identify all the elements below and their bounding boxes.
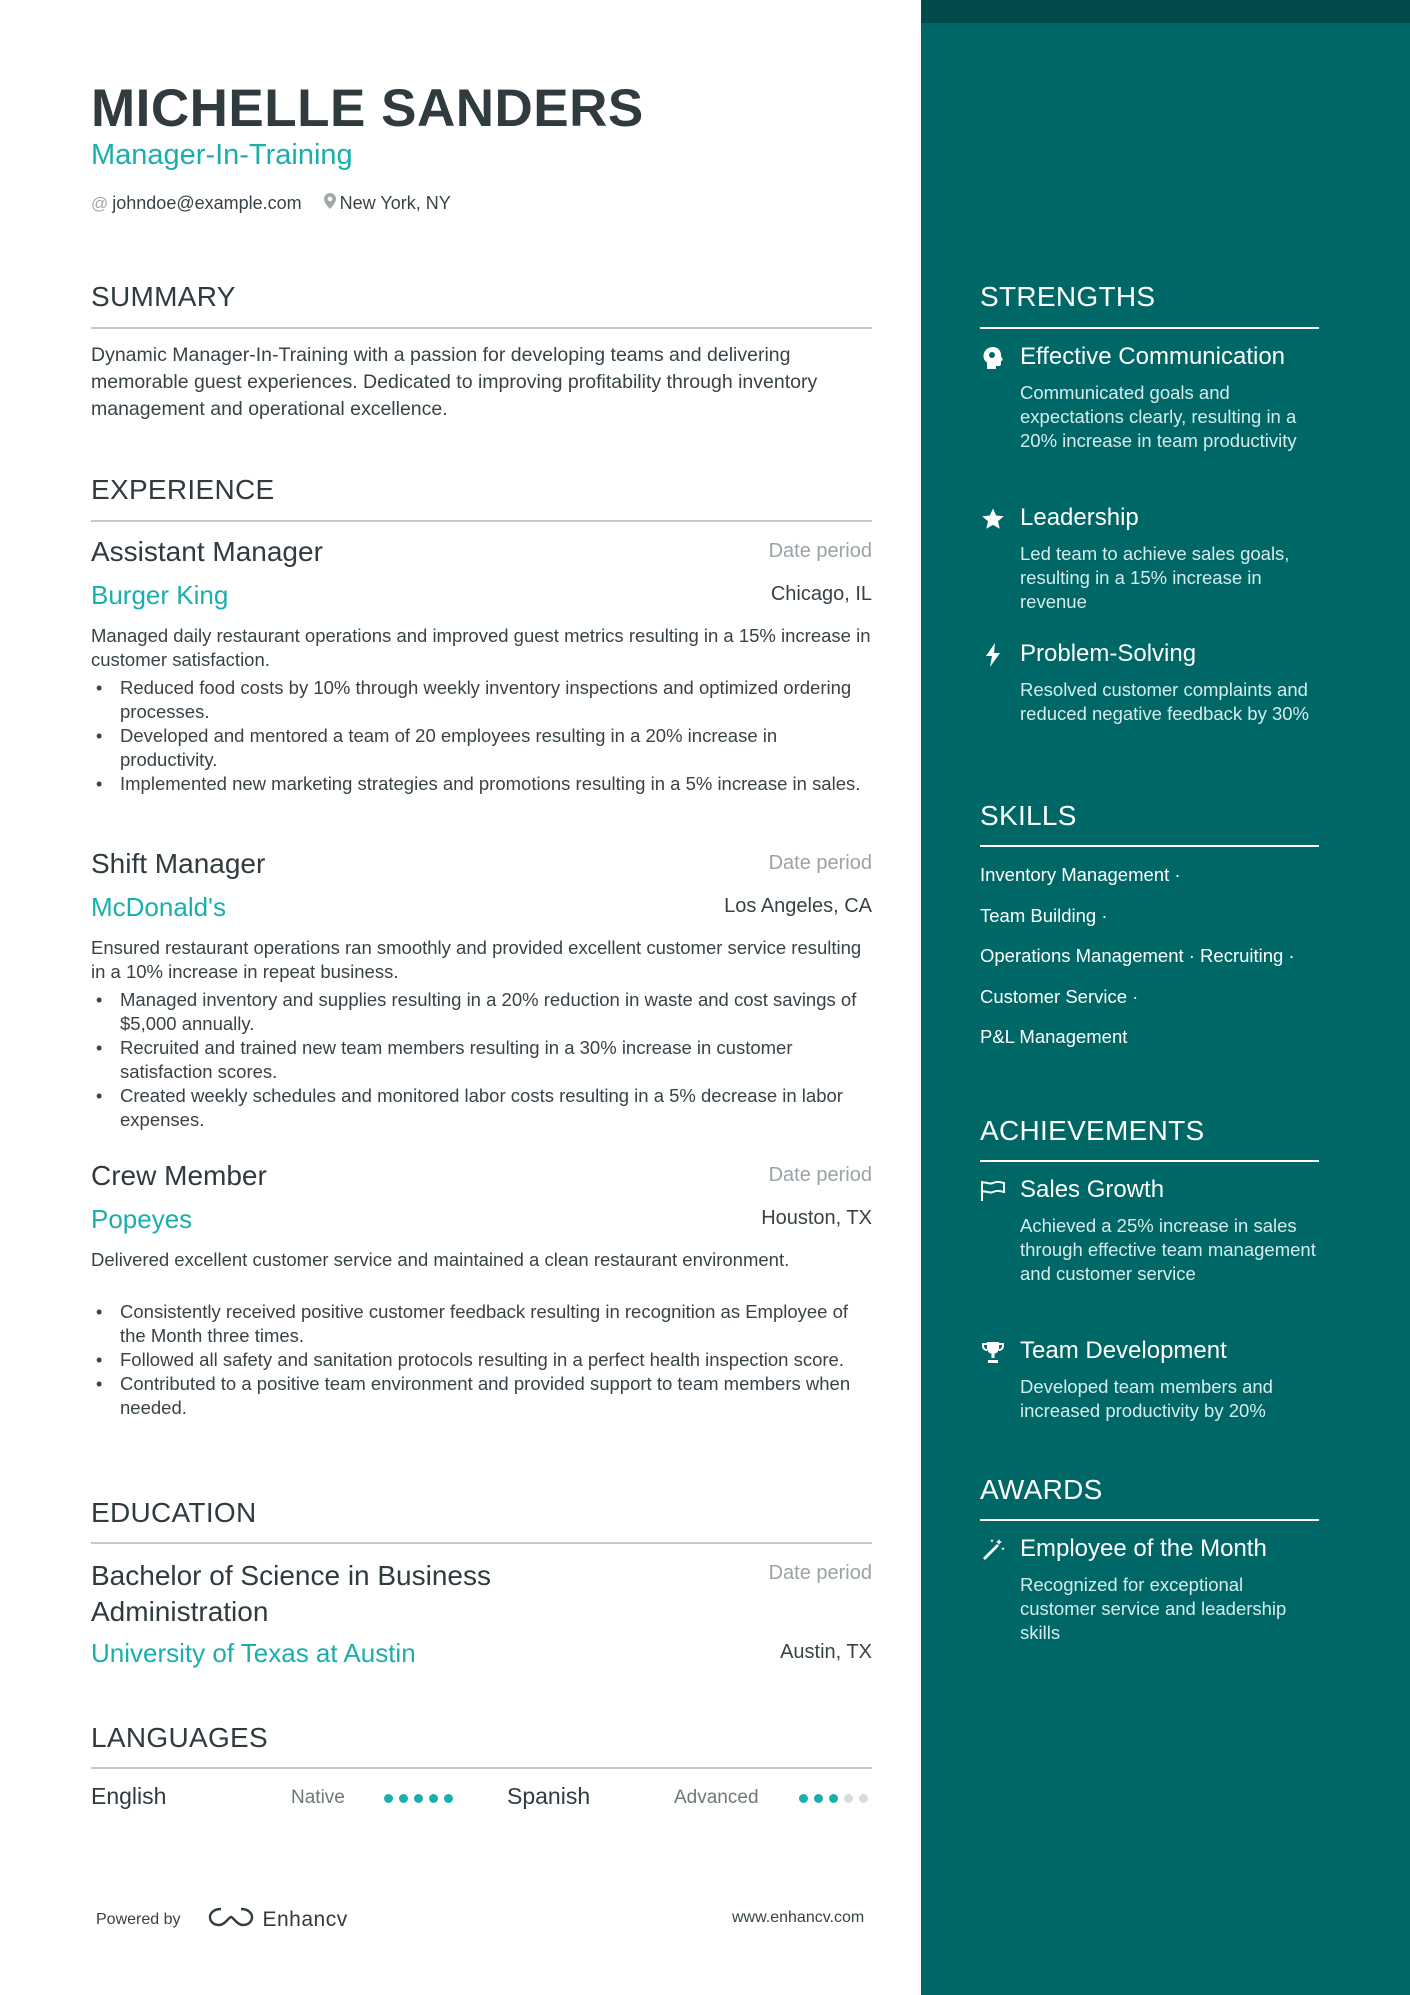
- skill-line: Inventory Management ·: [980, 864, 1181, 885]
- language-level: Advanced: [674, 1787, 759, 1808]
- experience-heading: EXPERIENCE: [91, 474, 275, 505]
- award-item: [980, 1535, 1320, 1645]
- proficiency-dot: [384, 1794, 393, 1803]
- at-icon: @: [91, 193, 109, 213]
- strength-body: Communicated goals and expectations clearly, resulting in a 20% increase in team productivity: [1020, 382, 1297, 451]
- skill-line: P&L Management: [980, 1026, 1128, 1047]
- job-bullets: [91, 1300, 872, 1420]
- experience-divider: [91, 520, 872, 522]
- achievement-title: Team Development: [1020, 1337, 1227, 1364]
- flag-icon: [980, 1178, 1006, 1204]
- job-description: Managed daily restaurant operations and improved guest metrics resulting in a 15% increase in customer satisfaction.: [91, 625, 871, 670]
- job-bullet: • Recruited and trained new team members resulting in a 30% increase in customer satisfaction scores.: [91, 1036, 872, 1084]
- proficiency-dot: [429, 1794, 438, 1803]
- candidate-name: MICHELLE SANDERS: [91, 79, 644, 138]
- job-bullet: • Consistently received positive customer feedback resulting in recognition as Employee of the Month three times.: [91, 1300, 872, 1348]
- skill-line: Team Building ·: [980, 904, 1108, 926]
- languages-row: [91, 1783, 872, 1813]
- enhancv-brand: Enhancv: [262, 1907, 348, 1931]
- achievement-item: [980, 1176, 1320, 1311]
- skills-list: [980, 863, 1360, 1066]
- strength-body: Led team to achieve sales goals, resulting in a 15% increase in revenue: [1020, 543, 1290, 612]
- job-bullet: • Created weekly schedules and monitored labor costs resulting in a 5% decrease in labor expenses.: [91, 1084, 872, 1132]
- job-entry: [91, 848, 872, 1138]
- job-bullet: • Managed inventory and supplies resulting in a 20% reduction in waste and cost savings of $5,000 annually.: [91, 988, 872, 1036]
- sidebar-top-band: [921, 0, 1410, 23]
- brain-icon: [980, 345, 1006, 371]
- education-date: Date period: [768, 1562, 872, 1584]
- award-title: Employee of the Month: [1020, 1535, 1267, 1562]
- strength-title: Problem-Solving: [1020, 640, 1197, 667]
- achievements-divider: [980, 1160, 1319, 1162]
- strength-item: [980, 504, 1320, 614]
- education-school: University of Texas at Austin: [91, 1638, 416, 1668]
- strengths-heading: STRENGTHS: [980, 281, 1156, 312]
- footer-url[interactable]: www.enhancv.com: [732, 1909, 865, 1926]
- languages-divider: [91, 1767, 872, 1769]
- proficiency-dot: [844, 1794, 853, 1803]
- achievement-body: Developed team members and increased productivity by 20%: [1020, 1376, 1273, 1421]
- magic-wand-icon: [980, 1537, 1006, 1563]
- job-bullet: • Reduced food costs by 10% through weekly inventory inspections and optimized ordering processes.: [91, 676, 872, 724]
- strength-title: Leadership: [1020, 504, 1139, 531]
- job-entry: [91, 1160, 872, 1450]
- job-bullets: [91, 988, 872, 1132]
- strength-item: [980, 343, 1320, 478]
- awards-heading: AWARDS: [980, 1474, 1103, 1505]
- location-text: New York, NY: [339, 193, 451, 213]
- strength-item: [980, 640, 1320, 750]
- job-date: Date period: [768, 540, 872, 562]
- job-company: Popeyes: [91, 1204, 193, 1234]
- job-date: Date period: [768, 1164, 872, 1186]
- strength-body: Resolved customer complaints and reduced negative feedback by 30%: [1020, 679, 1310, 724]
- trophy-icon: [980, 1339, 1006, 1365]
- proficiency-dot: [799, 1794, 808, 1803]
- job-role: Assistant Manager: [91, 536, 323, 567]
- skills-divider: [980, 845, 1319, 847]
- proficiency-dot: [414, 1794, 423, 1803]
- summary-heading: SUMMARY: [91, 281, 236, 312]
- job-bullet: • Contributed to a positive team environment and provided support to team members when needed.: [91, 1372, 872, 1420]
- language-name: English: [91, 1783, 167, 1809]
- language-name: Spanish: [507, 1783, 591, 1809]
- job-entry: [91, 536, 872, 826]
- achievements-heading: ACHIEVEMENTS: [980, 1115, 1205, 1146]
- location-pin-icon: [324, 193, 336, 214]
- job-bullet: • Followed all safety and sanitation protocols resulting in a perfect health inspection score.: [91, 1348, 872, 1372]
- job-location: Los Angeles, CA: [724, 895, 872, 917]
- job-location: Houston, TX: [761, 1207, 872, 1229]
- achievement-item: [980, 1337, 1320, 1447]
- awards-divider: [980, 1519, 1319, 1521]
- powered-by-text: Powered by: [96, 1910, 181, 1928]
- education-location: Austin, TX: [780, 1641, 872, 1663]
- award-body: Recognized for exceptional customer service and leadership skills: [1020, 1574, 1287, 1643]
- footer-powered: [96, 1905, 348, 1934]
- job-role: Shift Manager: [91, 848, 266, 879]
- candidate-title: Manager-In-Training: [91, 139, 353, 171]
- enhancv-logo-icon: [207, 1905, 255, 1934]
- summary-divider: [91, 327, 872, 329]
- job-description: Delivered excellent customer service and maintained a clean restaurant environment.: [91, 1249, 790, 1270]
- job-bullets: [91, 676, 872, 796]
- proficiency-dot: [859, 1794, 868, 1803]
- job-date: Date period: [768, 852, 872, 874]
- job-company: Burger King: [91, 580, 229, 610]
- languages-heading: LANGUAGES: [91, 1722, 268, 1753]
- strengths-divider: [980, 327, 1319, 329]
- email-text[interactable]: johndoe@example.com: [112, 193, 302, 213]
- proficiency-dot: [399, 1794, 408, 1803]
- contact-row: [91, 193, 451, 214]
- achievement-title: Sales Growth: [1020, 1176, 1165, 1203]
- job-location: Chicago, IL: [770, 583, 872, 605]
- education-heading: EDUCATION: [91, 1497, 257, 1528]
- skills-heading: SKILLS: [980, 800, 1077, 831]
- job-role: Crew Member: [91, 1160, 267, 1191]
- proficiency-dot: [814, 1794, 823, 1803]
- skill-line: Operations Management · Recruiting ·: [980, 945, 1295, 966]
- job-bullet: • Developed and mentored a team of 20 employees resulting in a 20% increase in productivity.: [91, 724, 872, 772]
- job-company: McDonald's: [91, 892, 227, 922]
- language-level: Native: [291, 1787, 345, 1808]
- proficiency-dot: [444, 1794, 453, 1803]
- education-divider: [91, 1542, 872, 1544]
- bolt-icon: [980, 642, 1006, 668]
- achievement-body: Achieved a 25% increase in sales through effective team management and customer service: [1020, 1215, 1316, 1284]
- language-proficiency-dots: [384, 1794, 459, 1803]
- education-degree: Bachelor of Science in Business Administration: [91, 1560, 491, 1627]
- summary-text: Dynamic Manager-In-Training with a passion for developing teams and delivering memorable guest experiences. Dedicated to improving profitability through inventory management and operational excellence.: [91, 344, 818, 420]
- job-description: Ensured restaurant operations ran smoothly and provided excellent customer service resulting in a 10% increase in repeat business.: [91, 937, 862, 982]
- star-icon: [980, 506, 1006, 532]
- skill-line: Customer Service ·: [980, 985, 1139, 1007]
- strength-title: Effective Communication: [1020, 343, 1286, 370]
- language-proficiency-dots: [799, 1794, 874, 1803]
- proficiency-dot: [829, 1794, 838, 1803]
- job-bullet: • Implemented new marketing strategies and promotions resulting in a 5% increase in sales.: [91, 772, 872, 796]
